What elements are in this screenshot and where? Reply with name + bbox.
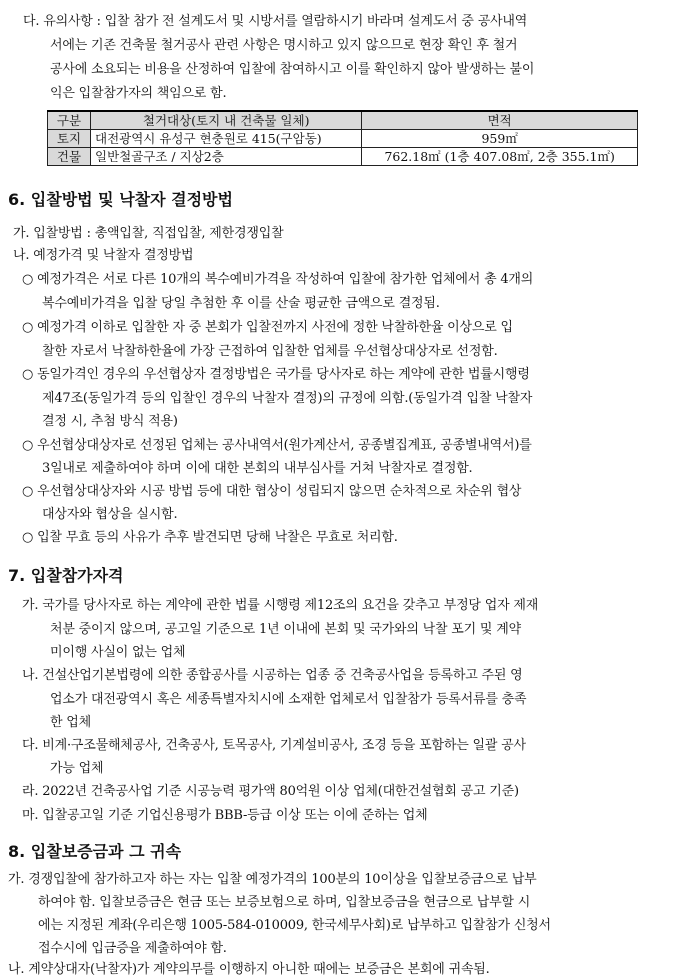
- section-line: 미이행 사실이 없는 업체: [50, 645, 186, 660]
- section-line: ○ 우선협상대상자로 선정된 업체는 공사내역서(원가계산서, 공종별집계표, 공종별내역서)를: [22, 438, 532, 453]
- section-line: 하여야 함. 입찰보증금은 현금 또는 보증보험으로 하며, 입찰보증금을 현금으로 납부할 시: [38, 895, 531, 910]
- section-line: 라. 2022년 건축공사업 기준 시공능력 평가액 80억원 이상 업체(대한건설협회 공고 기준): [22, 784, 519, 799]
- table-header-row: [48, 111, 638, 130]
- row-target: 일반철골구조 / 지상2층: [91, 148, 362, 166]
- section-line: 에는 지정된 계좌(우리은행 1005-584-010009, 한국세무사회)로 납부하고 입찰참가 신청서: [38, 918, 551, 933]
- section-line: 한 업체: [50, 715, 92, 730]
- section-line: 3일내로 제출하여야 하며 이에 대한 본회의 내부심사를 거쳐 낙찰자로 결정함.: [42, 461, 473, 476]
- section-line: 나. 예정가격 및 낙찰자 결정방법: [13, 248, 194, 263]
- section-line: 업소가 대전광역시 혹은 세종특별자치시에 소재한 업체로서 입찰참가 등록서류를 충족: [50, 692, 527, 707]
- table-row: [48, 148, 638, 166]
- section-line: 접수시에 입금증을 제출하여야 함.: [38, 941, 227, 956]
- notice-line: 다. 유의사항 : 입찰 참가 전 설계도서 및 시방서를 열람하시기 바라며 설계도서 중 공사내역: [23, 14, 528, 29]
- section-line: 가. 입찰방법 : 총액입찰, 직접입찰, 제한경쟁입찰: [13, 226, 284, 241]
- section-line: 찰한 자로서 낙찰하한율에 가장 근접하여 입찰한 업체를 우선협상대상자로 선정함.: [42, 344, 498, 359]
- section-line: 나. 계약상대자(낙찰자)가 계약의무를 이행하지 아니한 때에는 보증금은 본회에 귀속됨.: [8, 962, 490, 977]
- row-label: 건물: [48, 148, 91, 166]
- table-header-cell: 면적: [362, 111, 638, 130]
- demolition-table: [47, 110, 638, 166]
- section-line: 대상자와 협상을 실시함.: [42, 507, 178, 522]
- notice-line: 서에는 기존 건축물 철거공사 관련 사항은 명시하고 있지 않으므로 현장 확인 후 철거: [50, 38, 518, 53]
- section-line: ○ 입찰 무효 등의 사유가 추후 발견되면 당해 낙찰은 무효로 처리함.: [22, 530, 398, 545]
- section-line: 결정 시, 추첨 방식 적용): [42, 414, 178, 429]
- section-line: ○ 동일가격인 경우의 우선협상자 결정방법은 국가를 당사자로 하는 계약에 관한 법률시행령: [22, 367, 530, 382]
- section-line: 다. 비계·구조물해체공사, 건축공사, 토목공사, 기계설비공사, 조경 등을 포함하는 일괄 공사: [22, 738, 526, 753]
- notice-line: 공사에 소요되는 비용을 산정하여 입찰에 참여하시고 이를 확인하지 않아 발생하는 불이: [50, 62, 535, 77]
- table-header-cell: 철거대상(토지 내 건축물 일체): [91, 111, 362, 130]
- section-line: 나. 건설산업기본법령에 의한 종합공사를 시공하는 업종 중 건축공사업을 등록하고 주된 영: [22, 668, 523, 683]
- section-heading: 7. 입찰참가자격: [8, 566, 124, 585]
- row-target: 대전광역시 유성구 현충원로 415(구암동): [91, 130, 362, 148]
- section-line: 복수예비가격을 입찰 당일 추첨한 후 이를 산술 평균한 금액으로 결정됨.: [42, 296, 440, 311]
- section-line: ○ 우선협상대상자와 시공 방법 등에 대한 협상이 성립되지 않으면 순차적으로 차순위 협상: [22, 484, 522, 499]
- section-line: ○ 예정가격은 서로 다른 10개의 복수예비가격을 작성하여 입찰에 참가한 업체에서 총 4개의: [22, 272, 534, 287]
- section-line: 가. 국가를 당사자로 하는 계약에 관한 법률 시행령 제12조의 요건을 갖추고 부정당 업자 제재: [22, 598, 539, 613]
- row-label: 토지: [48, 130, 91, 148]
- section-heading: 8. 입찰보증금과 그 귀속: [8, 842, 182, 861]
- section-line: 마. 입찰공고일 기준 기업신용평가 BBB-등급 이상 또는 이에 준하는 업체: [22, 808, 428, 823]
- row-area: 959㎡: [362, 130, 638, 148]
- row-area: 762.18㎡ (1층 407.08㎡, 2층 355.1㎡): [362, 148, 638, 166]
- table-row: [48, 130, 638, 148]
- section-line: ○ 예정가격 이하로 입찰한 자 중 본회가 입찰전까지 사전에 정한 낙찰하한율 이상으로 입: [22, 320, 513, 335]
- section-line: 가능 업체: [50, 761, 104, 776]
- table-header-cell: 구분: [48, 111, 91, 130]
- notice-line: 익은 입찰참가자의 책임으로 함.: [50, 86, 227, 101]
- section-line: 가. 경쟁입찰에 참가하고자 하는 자는 입찰 예정가격의 100분의 10이상을 입찰보증금으로 납부: [8, 872, 537, 887]
- section-line: 처분 중이지 않으며, 공고일 기준으로 1년 이내에 본회 및 국가와의 낙찰 포기 및 계약: [50, 622, 521, 637]
- section-heading: 6. 입찰방법 및 낙찰자 결정방법: [8, 190, 233, 209]
- section-line: 제47조(동일가격 등의 입찰인 경우의 낙찰자 결정)의 규정에 의함.(동일가격 입찰 낙찰자: [42, 391, 533, 406]
